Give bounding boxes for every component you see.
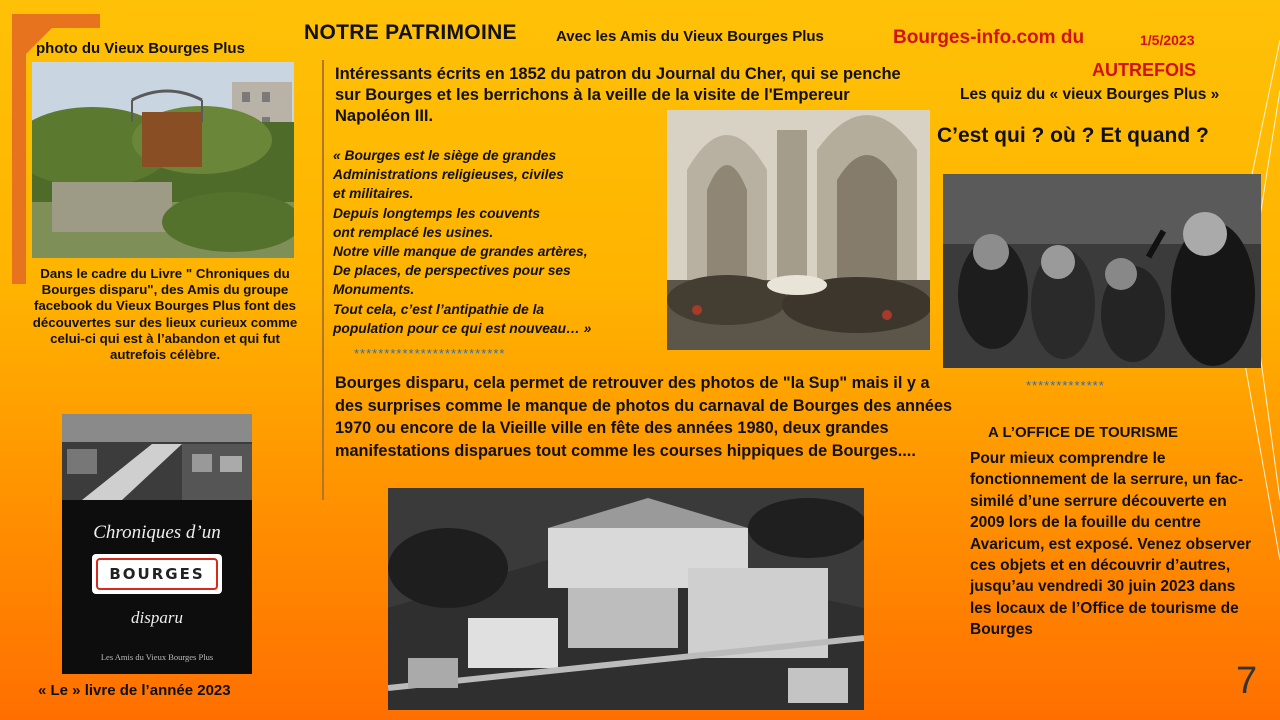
quiz-label: Les quiz du « vieux Bourges Plus »: [960, 86, 1220, 103]
section-label: AUTREFOIS: [1092, 60, 1197, 80]
publication-date: 1/5/2023: [1140, 32, 1195, 48]
abandoned-place-photo: [32, 62, 294, 258]
photo-credit: photo du Vieux Bourges Plus: [36, 40, 245, 57]
separator-stars-right: *************: [1026, 378, 1105, 393]
cathedral-engraving: [667, 110, 930, 350]
office-heading: A L’OFFICE DE TOURISME: [988, 424, 1179, 441]
book-title-line2: disparu: [131, 608, 183, 627]
page-subtitle: Avec les Amis du Vieux Bourges Plus: [556, 28, 824, 45]
column-divider: [322, 60, 324, 500]
historic-quote: « Bourges est le siège de grandes Administrations religieuses, civiles et militaires. Depuis longtemps les couvents ont remplacé les usines. Notre ville manque de grandes artères, De places, de perspectives pour ses Monuments. Tout cela, c’est l’antipathie de la population pour ce qui est nouveau… »: [333, 148, 592, 336]
aerial-photo-la-sup: [388, 488, 864, 710]
book-title-line1: Chroniques d’un: [93, 522, 221, 543]
book-cover-photo: [62, 414, 252, 500]
intro-text: Intéressants écrits en 1852 du patron du Journal du Cher, qui se penche sur Bourges et les berrichons à la veille de la visite de l'Empereur Napoléon III.: [335, 65, 901, 125]
town-sign-plate: [92, 554, 222, 594]
quiz-photo-debate: [943, 174, 1261, 368]
book-author: Les Amis du Vieux Bourges Plus: [100, 652, 214, 662]
quiz-question: C’est qui ? où ? Et quand ?: [937, 124, 1209, 147]
book-cover: [62, 414, 252, 674]
office-text: Pour mieux comprendre le fonctionnement de la serrure, un fac-similé d’une serrure découverte en 2009 lors de la fouille du centre Avaricum, est exposé. Venez observer ces objets et en découvrir d’autres, jusqu’au vendredi 30 juin 2023 dans les locaux de l’Office de tourisme de Bourges: [970, 450, 1252, 639]
site-name: Bourges-info.com du: [893, 27, 1085, 48]
town-sign-text: BOURGES: [96, 558, 218, 590]
book-context-text: Dans le cadre du Livre " Chroniques du Bourges disparu", des Amis du groupe facebook du Vieux Bourges Plus font des découvertes sur des lieux curieux comme celui-ci qui est à l’abandon et qui fut autrefois célèbre.: [32, 266, 298, 363]
bourges-disparu-text: Bourges disparu, cela permet de retrouver des photos de "la Sup" mais il y a des surprises comme le manque de photos du carnaval de Bourges des années 1970 ou encore de la Vieille ville en fête des années 1980, deux grandes manifestations disparues tout comme les courses hippiques de Bourges....: [335, 374, 953, 460]
separator-stars: *************************: [354, 346, 506, 361]
page-title: NOTRE PATRIMOINE: [304, 21, 517, 44]
frame-corner-left: [12, 14, 26, 284]
page-number: 7: [1236, 660, 1258, 702]
book-caption: « Le » livre de l’année 2023: [38, 682, 231, 699]
